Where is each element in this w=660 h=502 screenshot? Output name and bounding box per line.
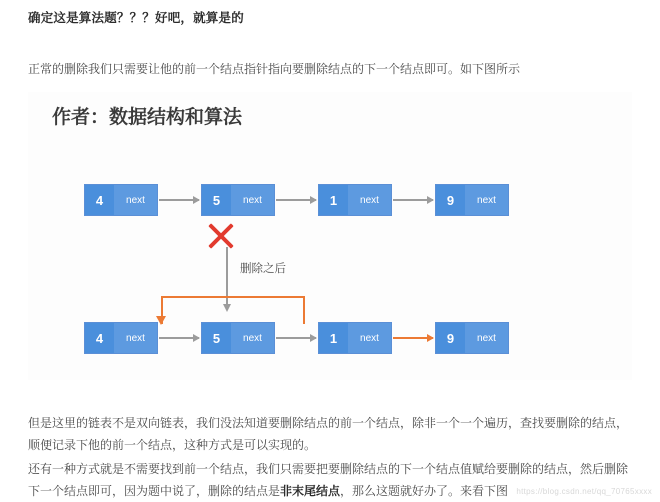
node-link-arrow	[393, 199, 433, 201]
node-link-arrow	[276, 199, 316, 201]
watermark: https://blog.csdn.net/qq_70765xxxx	[516, 487, 652, 496]
list-node	[318, 184, 392, 216]
list-node	[435, 322, 509, 354]
list-node	[318, 322, 392, 354]
node-next-label: next	[465, 323, 508, 353]
node-next-label: next	[114, 185, 157, 215]
node-link-arrow	[159, 199, 199, 201]
transition-label: 删除之后	[240, 263, 286, 275]
node-next-label: next	[348, 323, 391, 353]
node-value: 9	[436, 185, 465, 215]
list-node	[435, 184, 509, 216]
page-title: 确定这是算法题？？？好吧，就算是的	[28, 11, 244, 25]
node-value: 5	[202, 323, 231, 353]
node-link-arrow	[276, 337, 316, 339]
node-value: 4	[85, 323, 114, 353]
node-value: 5	[202, 185, 231, 215]
list-node	[201, 322, 275, 354]
figure-title: 作者：数据结构和算法	[52, 107, 243, 128]
delete-cross-icon	[205, 220, 235, 250]
node-value: 1	[319, 323, 348, 353]
node-link-arrow	[159, 337, 199, 339]
node-next-label: next	[114, 323, 157, 353]
bypass-link-arrow	[161, 296, 305, 324]
node-value: 1	[319, 185, 348, 215]
node-link-arrow-highlight	[393, 337, 433, 339]
list-node	[201, 184, 275, 216]
intro-paragraph: 正常的删除我们只需要让他的前一个结点指针指向要删除结点的下一个结点即可。如下图所示	[28, 62, 521, 76]
linked-list-figure	[28, 92, 632, 380]
node-next-label: next	[231, 323, 274, 353]
body-paragraph-2-emphasis: 非末尾结点	[280, 484, 341, 498]
node-next-label: next	[465, 185, 508, 215]
node-next-label: next	[348, 185, 391, 215]
list-node	[84, 322, 158, 354]
node-value: 4	[85, 185, 114, 215]
list-node	[84, 184, 158, 216]
node-next-label: next	[231, 185, 274, 215]
body-paragraph-2-part2: ，那么这题就好办了。来看下图	[340, 484, 509, 498]
body-paragraph-2-part1: 还有一种方式就是不需要找到前一个结点，我们只需要把要删除结点的下一个结点值赋给要删除的结点，然后删除下一个结点即可，因为题中说了，删除的结点是	[28, 462, 629, 498]
body-paragraph-1: 但是这里的链表不是双向链表，我们没法知道要删除结点的前一个结点，除非一个一个遍历，查找要删除的结点，顺便记录下他的前一个结点，这种方式是可以实现的。	[28, 416, 629, 452]
node-value: 9	[436, 323, 465, 353]
